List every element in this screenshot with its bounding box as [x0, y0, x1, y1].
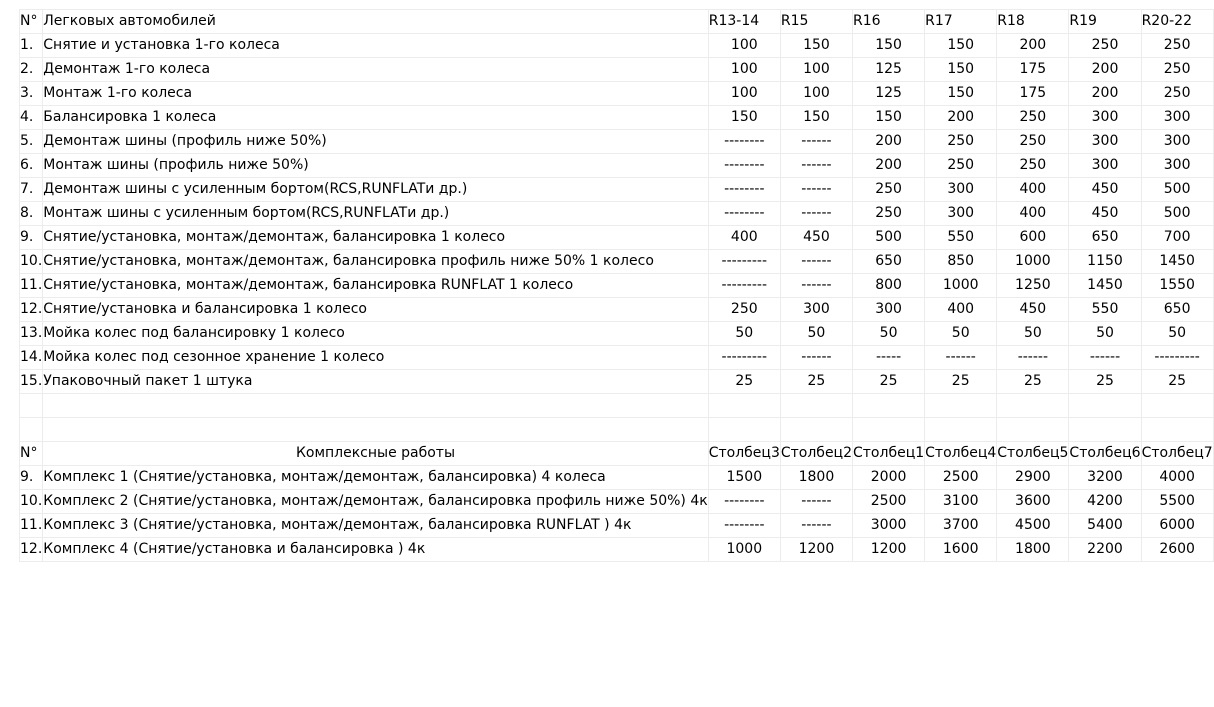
price-table: [19, 9, 1214, 562]
price-cell[interactable]: 300: [925, 178, 997, 202]
price-cell[interactable]: ------: [780, 274, 852, 298]
price-cell[interactable]: 25: [1069, 370, 1141, 394]
price-cell[interactable]: 150: [853, 106, 925, 130]
table-row: [20, 202, 1214, 226]
row-number-cell[interactable]: 10.: [20, 490, 43, 514]
column-header-cell[interactable]: R13-14: [708, 10, 780, 34]
price-cell[interactable]: 4000: [1141, 466, 1213, 490]
empty-cell[interactable]: [43, 418, 708, 442]
price-cell[interactable]: 300: [1069, 106, 1141, 130]
price-cell[interactable]: 2500: [853, 490, 925, 514]
column-header-cell[interactable]: R19: [1069, 10, 1141, 34]
row-number-cell[interactable]: 11.: [20, 274, 43, 298]
price-cell[interactable]: ------: [780, 202, 852, 226]
row-number-cell[interactable]: 4.: [20, 106, 43, 130]
empty-cell[interactable]: [1141, 394, 1213, 418]
price-cell[interactable]: 2900: [997, 466, 1069, 490]
price-cell[interactable]: 400: [997, 178, 1069, 202]
price-cell[interactable]: 4200: [1069, 490, 1141, 514]
table-row: [20, 346, 1214, 370]
price-cell[interactable]: 250: [997, 154, 1069, 178]
empty-cell[interactable]: [853, 394, 925, 418]
price-cell[interactable]: --------: [708, 178, 780, 202]
price-cell[interactable]: 150: [780, 34, 852, 58]
table-row: [20, 298, 1214, 322]
table-row: [20, 226, 1214, 250]
column-header-cell[interactable]: R15: [780, 10, 852, 34]
price-cell[interactable]: 50: [853, 322, 925, 346]
price-cell[interactable]: 2600: [1141, 538, 1213, 562]
price-cell[interactable]: 2000: [853, 466, 925, 490]
price-cell[interactable]: ------: [997, 346, 1069, 370]
column-header-cell[interactable]: R16: [853, 10, 925, 34]
table-row: [20, 82, 1214, 106]
service-name-cell[interactable]: Снятие и установка 1-го колеса: [43, 34, 708, 58]
price-cell[interactable]: 100: [780, 82, 852, 106]
price-cell[interactable]: 850: [925, 250, 997, 274]
column-header-cell[interactable]: Столбец7: [1141, 442, 1213, 466]
price-cell[interactable]: 300: [780, 298, 852, 322]
row-number-cell[interactable]: 12.: [20, 298, 43, 322]
price-cell[interactable]: 3000: [853, 514, 925, 538]
column-header-cell[interactable]: R18: [997, 10, 1069, 34]
price-cell[interactable]: 200: [1069, 58, 1141, 82]
price-cell[interactable]: 200: [997, 34, 1069, 58]
price-cell[interactable]: 175: [997, 82, 1069, 106]
empty-cell[interactable]: [1141, 418, 1213, 442]
price-cell[interactable]: ------: [780, 154, 852, 178]
service-name-cell[interactable]: Снятие/установка, монтаж/демонтаж, балансировка RUNFLAT 1 колесо: [43, 274, 708, 298]
column-header-cell[interactable]: R17: [925, 10, 997, 34]
price-cell[interactable]: 100: [708, 82, 780, 106]
price-cell[interactable]: 50: [925, 322, 997, 346]
price-cell[interactable]: 3600: [997, 490, 1069, 514]
service-name-cell[interactable]: Упаковочный пакет 1 штука: [43, 370, 708, 394]
price-cell[interactable]: -----: [853, 346, 925, 370]
price-cell[interactable]: --------: [708, 490, 780, 514]
price-cell[interactable]: 400: [997, 202, 1069, 226]
price-cell[interactable]: 250: [1069, 34, 1141, 58]
row-number-cell[interactable]: 6.: [20, 154, 43, 178]
empty-cell[interactable]: [780, 418, 852, 442]
price-cell[interactable]: 2500: [925, 466, 997, 490]
price-cell[interactable]: 1250: [997, 274, 1069, 298]
empty-cell[interactable]: [20, 394, 43, 418]
empty-cell[interactable]: [853, 418, 925, 442]
table-row: [20, 466, 1214, 490]
price-cell[interactable]: 25: [997, 370, 1069, 394]
price-cell[interactable]: ---------: [708, 274, 780, 298]
price-cell[interactable]: 450: [1069, 202, 1141, 226]
price-cell[interactable]: 200: [853, 154, 925, 178]
spreadsheet: [19, 9, 1214, 562]
price-cell[interactable]: 150: [708, 106, 780, 130]
header-num-cell[interactable]: N°: [20, 10, 43, 34]
price-cell[interactable]: 1600: [925, 538, 997, 562]
table2-header-row: [20, 442, 1214, 466]
price-cell[interactable]: 300: [853, 298, 925, 322]
empty-cell[interactable]: [708, 418, 780, 442]
service-name-cell[interactable]: Комплекс 3 (Снятие/установка, монтаж/демонтаж, балансировка RUNFLAT ) 4к: [43, 514, 708, 538]
price-cell[interactable]: 2200: [1069, 538, 1141, 562]
price-cell[interactable]: 50: [1069, 322, 1141, 346]
price-cell[interactable]: ---------: [708, 346, 780, 370]
price-cell[interactable]: 450: [780, 226, 852, 250]
service-name-cell[interactable]: Комплекс 2 (Снятие/установка, монтаж/демонтаж, балансировка профиль ниже 50%) 4к: [43, 490, 708, 514]
price-cell[interactable]: 125: [853, 58, 925, 82]
column-header-cell[interactable]: Столбец4: [925, 442, 997, 466]
price-cell[interactable]: 150: [925, 58, 997, 82]
price-cell[interactable]: 300: [1141, 130, 1213, 154]
row-number-cell[interactable]: 7.: [20, 178, 43, 202]
price-cell[interactable]: 650: [853, 250, 925, 274]
row-number-cell[interactable]: 15.: [20, 370, 43, 394]
empty-cell[interactable]: [20, 418, 43, 442]
service-name-cell[interactable]: Демонтаж шины (профиль ниже 50%): [43, 130, 708, 154]
price-cell[interactable]: 25: [780, 370, 852, 394]
price-cell[interactable]: 1000: [997, 250, 1069, 274]
price-cell[interactable]: 450: [997, 298, 1069, 322]
service-name-cell[interactable]: Демонтаж шины с усиленным бортом(RCS,RUNFLATи др.): [43, 178, 708, 202]
empty-row: [20, 394, 1214, 418]
table-row: [20, 322, 1214, 346]
column-header-cell[interactable]: R20-22: [1141, 10, 1213, 34]
price-cell[interactable]: 1200: [853, 538, 925, 562]
price-cell[interactable]: 650: [1069, 226, 1141, 250]
service-name-cell[interactable]: Монтаж шины (профиль ниже 50%): [43, 154, 708, 178]
price-cell[interactable]: 1200: [780, 538, 852, 562]
price-cell[interactable]: 25: [853, 370, 925, 394]
table-row: [20, 154, 1214, 178]
price-cell[interactable]: ---------: [1141, 346, 1213, 370]
price-cell[interactable]: 150: [925, 82, 997, 106]
price-cell[interactable]: 200: [853, 130, 925, 154]
empty-cell[interactable]: [43, 394, 708, 418]
table-row: [20, 178, 1214, 202]
empty-cell[interactable]: [708, 394, 780, 418]
price-cell[interactable]: 25: [925, 370, 997, 394]
price-cell[interactable]: 5500: [1141, 490, 1213, 514]
table-row: [20, 514, 1214, 538]
column-header-cell[interactable]: Столбец3: [708, 442, 780, 466]
column-header-cell[interactable]: Столбец1: [853, 442, 925, 466]
service-name-cell[interactable]: Снятие/установка, монтаж/демонтаж, балансировка 1 колесо: [43, 226, 708, 250]
table-row: [20, 106, 1214, 130]
price-cell[interactable]: 550: [925, 226, 997, 250]
price-cell[interactable]: 3700: [925, 514, 997, 538]
service-name-cell[interactable]: Балансировка 1 колеса: [43, 106, 708, 130]
price-cell[interactable]: 175: [997, 58, 1069, 82]
empty-cell[interactable]: [997, 418, 1069, 442]
price-cell[interactable]: 1800: [997, 538, 1069, 562]
price-cell[interactable]: --------: [708, 130, 780, 154]
price-cell[interactable]: 400: [708, 226, 780, 250]
price-cell[interactable]: 50: [997, 322, 1069, 346]
price-cell[interactable]: 25: [1141, 370, 1213, 394]
price-cell[interactable]: 50: [780, 322, 852, 346]
price-cell[interactable]: ---------: [708, 250, 780, 274]
price-cell[interactable]: ------: [925, 346, 997, 370]
row-number-cell[interactable]: 9.: [20, 466, 43, 490]
table1-header-row: [20, 10, 1214, 34]
price-cell[interactable]: ------: [780, 346, 852, 370]
row-number-cell[interactable]: 8.: [20, 202, 43, 226]
price-cell[interactable]: 3200: [1069, 466, 1141, 490]
price-cell[interactable]: --------: [708, 202, 780, 226]
price-cell[interactable]: 250: [1141, 82, 1213, 106]
price-cell[interactable]: 125: [853, 82, 925, 106]
price-cell[interactable]: 300: [1069, 154, 1141, 178]
price-cell[interactable]: 800: [853, 274, 925, 298]
service-name-cell[interactable]: Монтаж 1-го колеса: [43, 82, 708, 106]
price-cell[interactable]: 250: [853, 178, 925, 202]
header-title-cell[interactable]: Легковых автомобилей: [43, 10, 708, 34]
price-cell[interactable]: 100: [708, 34, 780, 58]
row-number-cell[interactable]: 14.: [20, 346, 43, 370]
column-header-cell[interactable]: Столбец6: [1069, 442, 1141, 466]
price-cell[interactable]: 500: [853, 226, 925, 250]
price-cell[interactable]: 200: [1069, 82, 1141, 106]
price-cell[interactable]: 400: [925, 298, 997, 322]
table-row: [20, 370, 1214, 394]
price-cell[interactable]: 250: [1141, 58, 1213, 82]
price-cell[interactable]: 250: [925, 154, 997, 178]
row-number-cell[interactable]: 3.: [20, 82, 43, 106]
price-cell[interactable]: 25: [708, 370, 780, 394]
price-cell[interactable]: 650: [1141, 298, 1213, 322]
empty-cell[interactable]: [925, 418, 997, 442]
price-cell[interactable]: 4500: [997, 514, 1069, 538]
price-cell[interactable]: 100: [708, 58, 780, 82]
price-cell[interactable]: 50: [708, 322, 780, 346]
column-header-cell[interactable]: Столбец2: [780, 442, 852, 466]
service-name-cell[interactable]: Монтаж шины с усиленным бортом(RCS,RUNFLATи др.): [43, 202, 708, 226]
price-cell[interactable]: 1450: [1141, 250, 1213, 274]
empty-cell[interactable]: [997, 394, 1069, 418]
price-cell[interactable]: 250: [708, 298, 780, 322]
service-name-cell[interactable]: Снятие/установка и балансировка 1 колесо: [43, 298, 708, 322]
row-number-cell[interactable]: 9.: [20, 226, 43, 250]
price-cell[interactable]: --------: [708, 514, 780, 538]
price-cell[interactable]: 100: [780, 58, 852, 82]
table-row: [20, 130, 1214, 154]
table-row: [20, 58, 1214, 82]
price-cell[interactable]: ------: [780, 250, 852, 274]
table-row: [20, 34, 1214, 58]
price-cell[interactable]: 200: [925, 106, 997, 130]
price-cell[interactable]: 300: [925, 202, 997, 226]
price-cell[interactable]: 700: [1141, 226, 1213, 250]
row-number-cell[interactable]: 5.: [20, 130, 43, 154]
service-name-cell[interactable]: Комплекс 4 (Снятие/установка и балансировка ) 4к: [43, 538, 708, 562]
service-name-cell[interactable]: Мойка колес под сезонное хранение 1 колесо: [43, 346, 708, 370]
empty-row: [20, 418, 1214, 442]
price-cell[interactable]: 250: [997, 130, 1069, 154]
price-cell[interactable]: 3100: [925, 490, 997, 514]
service-name-cell[interactable]: Демонтаж 1-го колеса: [43, 58, 708, 82]
price-cell[interactable]: 5400: [1069, 514, 1141, 538]
price-cell[interactable]: 500: [1141, 202, 1213, 226]
table-row: [20, 274, 1214, 298]
price-cell[interactable]: 150: [925, 34, 997, 58]
price-cell[interactable]: 300: [1141, 154, 1213, 178]
price-cell[interactable]: 1000: [708, 538, 780, 562]
service-name-cell[interactable]: Мойка колес под балансировку 1 колесо: [43, 322, 708, 346]
row-number-cell[interactable]: 11.: [20, 514, 43, 538]
price-cell[interactable]: 250: [1141, 34, 1213, 58]
price-cell[interactable]: 500: [1141, 178, 1213, 202]
price-cell[interactable]: 1500: [708, 466, 780, 490]
header-num-cell[interactable]: N°: [20, 442, 43, 466]
price-cell[interactable]: 550: [1069, 298, 1141, 322]
header-title-cell[interactable]: Комплексные работы: [43, 442, 708, 466]
price-cell[interactable]: ------: [780, 490, 852, 514]
price-cell[interactable]: 250: [925, 130, 997, 154]
row-number-cell[interactable]: 10.: [20, 250, 43, 274]
price-cell[interactable]: 250: [853, 202, 925, 226]
row-number-cell[interactable]: 1.: [20, 34, 43, 58]
price-cell[interactable]: ------: [780, 130, 852, 154]
price-cell[interactable]: 1000: [925, 274, 997, 298]
row-number-cell[interactable]: 12.: [20, 538, 43, 562]
empty-cell[interactable]: [780, 394, 852, 418]
row-number-cell[interactable]: 2.: [20, 58, 43, 82]
price-cell[interactable]: 1800: [780, 466, 852, 490]
price-cell[interactable]: 50: [1141, 322, 1213, 346]
price-cell[interactable]: 1550: [1141, 274, 1213, 298]
price-cell[interactable]: 150: [853, 34, 925, 58]
price-cell[interactable]: ------: [780, 178, 852, 202]
table-row: [20, 250, 1214, 274]
table-row: [20, 538, 1214, 562]
price-cell[interactable]: ------: [780, 514, 852, 538]
price-cell[interactable]: 150: [780, 106, 852, 130]
service-name-cell[interactable]: Снятие/установка, монтаж/демонтаж, балансировка профиль ниже 50% 1 колесо: [43, 250, 708, 274]
price-cell[interactable]: 600: [997, 226, 1069, 250]
price-cell[interactable]: 1450: [1069, 274, 1141, 298]
price-cell[interactable]: 300: [1141, 106, 1213, 130]
row-number-cell[interactable]: 13.: [20, 322, 43, 346]
price-cell[interactable]: 450: [1069, 178, 1141, 202]
service-name-cell[interactable]: Комплекс 1 (Снятие/установка, монтаж/демонтаж, балансировка) 4 колеса: [43, 466, 708, 490]
price-cell[interactable]: 6000: [1141, 514, 1213, 538]
column-header-cell[interactable]: Столбец5: [997, 442, 1069, 466]
empty-cell[interactable]: [1069, 418, 1141, 442]
price-cell[interactable]: 250: [997, 106, 1069, 130]
price-cell[interactable]: 1150: [1069, 250, 1141, 274]
price-cell[interactable]: 300: [1069, 130, 1141, 154]
empty-cell[interactable]: [925, 394, 997, 418]
table-row: [20, 490, 1214, 514]
price-cell[interactable]: ------: [1069, 346, 1141, 370]
empty-cell[interactable]: [1069, 394, 1141, 418]
price-cell[interactable]: --------: [708, 154, 780, 178]
